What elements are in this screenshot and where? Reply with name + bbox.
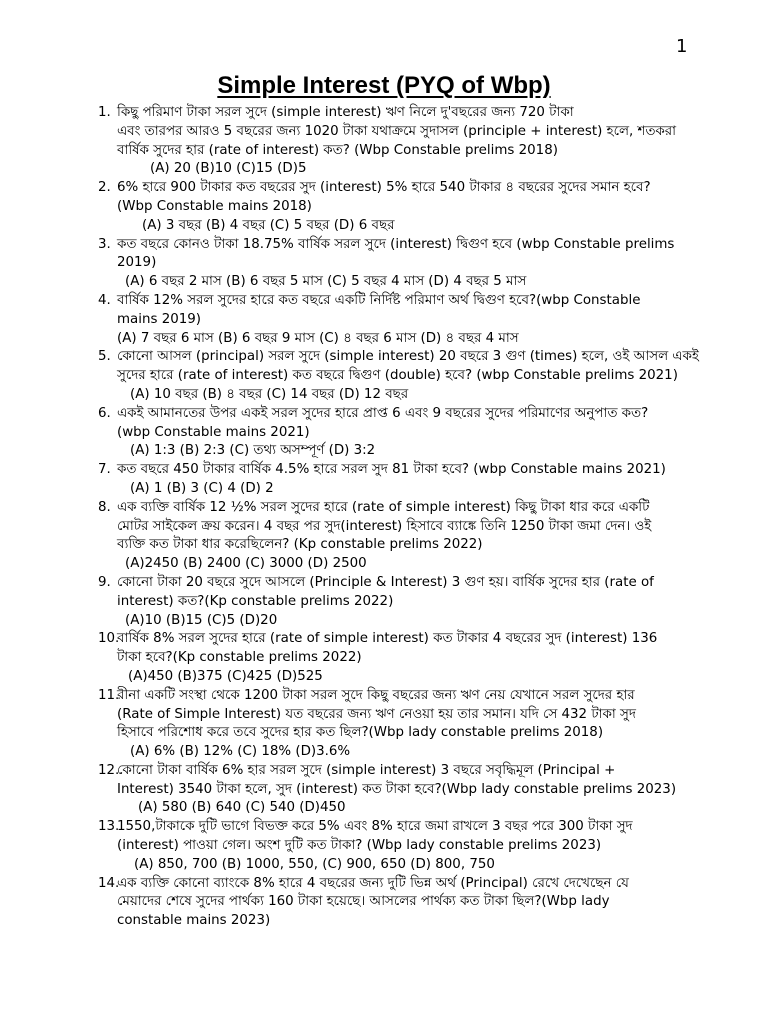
question-text-line: টাকা হবে?(Kp constable prelims 2022)	[117, 650, 362, 666]
page-number: 1	[676, 36, 688, 57]
question-text-line: বার্ষিক 8% সরল সুদের হারে (rate of simple interest) কত টাকার 4 বছরের সুদ (interest) 136	[117, 631, 658, 647]
question-number: 4.	[98, 292, 111, 308]
question-list	[92, 104, 699, 931]
question-number: 13.	[98, 819, 120, 835]
question-text-line: constable mains 2023)	[117, 913, 271, 929]
question-number: 9.	[98, 574, 111, 590]
question-text-line: কত বছরে 450 টাকার বার্ষিক 4.5% হারে সরল সুদ 81 টাকা হবে? (wbp Constable mains 2021)	[117, 462, 666, 478]
answer-options: (A) 10 বছর (B) ৪ বছর (C) 14 বছর (D) 12 বছর	[130, 386, 409, 402]
question-text-line: এক ব্যক্তি কোনো ব্যাংকে 8% হারে 4 বছরের জন্য দুটি ভিন্ন অর্থ (Principal) রেখে দেখেছেন যে	[117, 875, 629, 891]
question-item	[92, 292, 692, 348]
question-text-line: এবং তারপর আরও 5 বছরের জন্য 1020 টাকা যথাক্রমে সুদাসল (principle + interest) হলে, শতকরা	[117, 123, 677, 139]
question-text-line: (Rate of Simple Interest) যত বছরের জন্য ঋণ নেওয়া হয় তার সমান। যদি সে 432 টাকা সুদ	[117, 706, 636, 722]
question-number: 10.	[98, 631, 120, 647]
page-title: Simple Interest (PYQ of Wbp)	[217, 72, 551, 99]
question-item	[92, 687, 692, 762]
answer-options: (A)2450 (B) 2400 (C) 3000 (D) 2500	[125, 556, 367, 572]
question-text-line: মেয়াদের শেষে সুদের পার্থক্য 160 টাকা হয়েছে। আসলের পার্থক্য কত টাকা ছিল?(Wbp lady	[117, 894, 610, 910]
question-number: 12.	[98, 762, 120, 778]
question-text-line: ব্যক্তি কত টাকা ধার করেছিলেন? (Kp constable prelims 2022)	[117, 537, 483, 553]
question-number: 1.	[98, 105, 111, 120]
question-text-line: কিছু পরিমাণ টাকা সরল সুদে (simple interest) ঋণ নিলে দু'বছরের জন্য 720 টাকা	[117, 105, 574, 120]
question-text-line: 6% হারে 900 টাকার কত বছরের সুদ (interest) 5% হারে 540 টাকার ৪ বছরের সুদের সমান হবে?	[117, 180, 651, 196]
question-item	[92, 461, 692, 499]
answer-options: (A) 1:3 (B) 2:3 (C) তথ্য অসম্পূর্ণ (D) 3:2	[130, 443, 376, 459]
answer-options: (A) 3 বছর (B) 4 বছর (C) 5 বছর (D) 6 বছর	[142, 217, 395, 233]
answer-options: (A) 20 (B)10 (C)15 (D)5	[150, 161, 307, 177]
answer-options: (A) 6 বছর 2 মাস (B) 6 বছর 5 মাস (C) 5 বছর 4 মাস (D) 4 বছর 5 মাস	[125, 274, 527, 290]
question-number: 7.	[98, 462, 111, 478]
question-text-line: এক ব্যক্তি বার্ষিক 12 ½% সরল সুদের হারে (rate of simple interest) কিছু টাকা ধার করে একটি	[117, 499, 650, 515]
question-text-line: রীনা একটি সংস্থা থেকে 1200 টাকা সরল সুদে কিছু বছরের জন্য ঋণ নেয় যেখানে সরল সুদের হার	[117, 687, 635, 703]
question-item	[92, 875, 692, 931]
question-item	[92, 179, 692, 235]
question-text-line: mains 2019)	[117, 311, 201, 327]
question-number: 2.	[98, 180, 111, 196]
question-item	[92, 574, 692, 630]
question-text-line: (Wbp Constable mains 2018)	[117, 198, 312, 214]
question-text-line: বার্ষিক 12% সরল সুদের হারে কত বছরে একটি নির্দিষ্ট পরিমাণ অর্থ দ্বিগুণ হবে?(wbp Constable	[117, 292, 641, 308]
question-number: 8.	[98, 499, 111, 515]
question-text-line: কোনো টাকা 20 বছরে সুদে আসলে (Principle & Interest) 3 গুণ হয়। বার্ষিক সুদের হার (rate of	[117, 574, 654, 590]
answer-options: (A) 580 (B) 640 (C) 540 (D)450	[138, 800, 346, 816]
question-item	[92, 236, 692, 292]
question-text-line: একই আমানতের উপর একই সরল সুদের হারে প্রাপ্ত 6 এবং 9 বছরের সুদের পরিমাণের অনুপাত কত?	[117, 405, 649, 421]
question-item	[92, 104, 692, 179]
question-text-line: 2019)	[117, 255, 157, 271]
answer-options: (A) 7 বছর 6 মাস (B) 6 বছর 9 মাস (C) ৪ বছর 6 মাস (D) ৪ বছর 4 মাস	[117, 330, 519, 346]
answer-options: (A) 1 (B) 3 (C) 4 (D) 2	[130, 480, 274, 496]
question-text-line: মোটর সাইকেল ক্রয় করেন। 4 বছর পর সুদ(interest) হিসাবে ব্যাঙ্কে তিনি 1250 টাকা জমা দেন। ওই	[117, 518, 652, 534]
question-number: 5.	[98, 349, 111, 365]
question-item	[92, 499, 692, 574]
question-text-line: (interest) পাওয়া গেল। অংশ দুটি কত টাকা? (Wbp lady constable prelims 2023)	[117, 838, 602, 854]
question-text-line: কোনো আসল (principal) সরল সুদে (simple interest) 20 বছরে 3 গুণ (times) হলে, ওই আসল একই	[117, 349, 699, 365]
answer-options: (A) 6% (B) 12% (C) 18% (D)3.6%	[130, 744, 351, 760]
question-item	[92, 630, 692, 686]
question-text-line: কত বছরে কোনও টাকা 18.75% বার্ষিক সরল সুদে (interest) দ্বিগুণ হবে (wbp Constable prelims	[117, 236, 675, 252]
question-text-line: (wbp Constable mains 2021)	[117, 424, 310, 440]
answer-options: (A)450 (B)375 (C)425 (D)525	[128, 668, 323, 684]
answer-options: (A)10 (B)15 (C)5 (D)20	[125, 612, 278, 628]
question-number: 14.	[98, 875, 120, 891]
question-item	[92, 762, 692, 818]
question-text-line: interest) কত?(Kp constable prelims 2022)	[117, 593, 394, 609]
question-text-line: 1550,টাকাকে দুটি ভাগে বিভক্ত করে 5% এবং 8% হারে জমা রাখলে 3 বছর পরে 300 টাকা সুদ	[117, 819, 633, 835]
question-item	[92, 405, 692, 461]
question-item	[92, 348, 699, 404]
question-text-line: Interest) 3540 টাকা হলে, সুদ (interest) কত টাকা হবে?(Wbp lady constable prelims 2023)	[117, 781, 677, 797]
question-number: 6.	[98, 405, 111, 421]
question-item	[92, 818, 692, 874]
question-text-line: কোনো টাকা বার্ষিক 6% হার সরল সুদে (simple interest) 3 বছরে সবৃদ্ধিমূল (Principal +	[117, 762, 616, 778]
question-number: 11.	[98, 687, 120, 703]
question-text-line: হিসাবে পরিশোধ করে তবে সুদের হার কত ছিল?(Wbp lady constable prelims 2018)	[117, 725, 604, 741]
question-number: 3.	[98, 236, 111, 252]
question-text-line: সুদের হারে (rate of interest) কত বছরে দ্বিগুণ (double) হবে? (wbp Constable prelims 2021)	[117, 368, 678, 384]
answer-options: (A) 850, 700 (B) 1000, 550, (C) 900, 650 (D) 800, 750	[134, 856, 495, 872]
question-text-line: বার্ষিক সুদের হার (rate of interest) কত? (Wbp Constable prelims 2018)	[117, 142, 558, 158]
